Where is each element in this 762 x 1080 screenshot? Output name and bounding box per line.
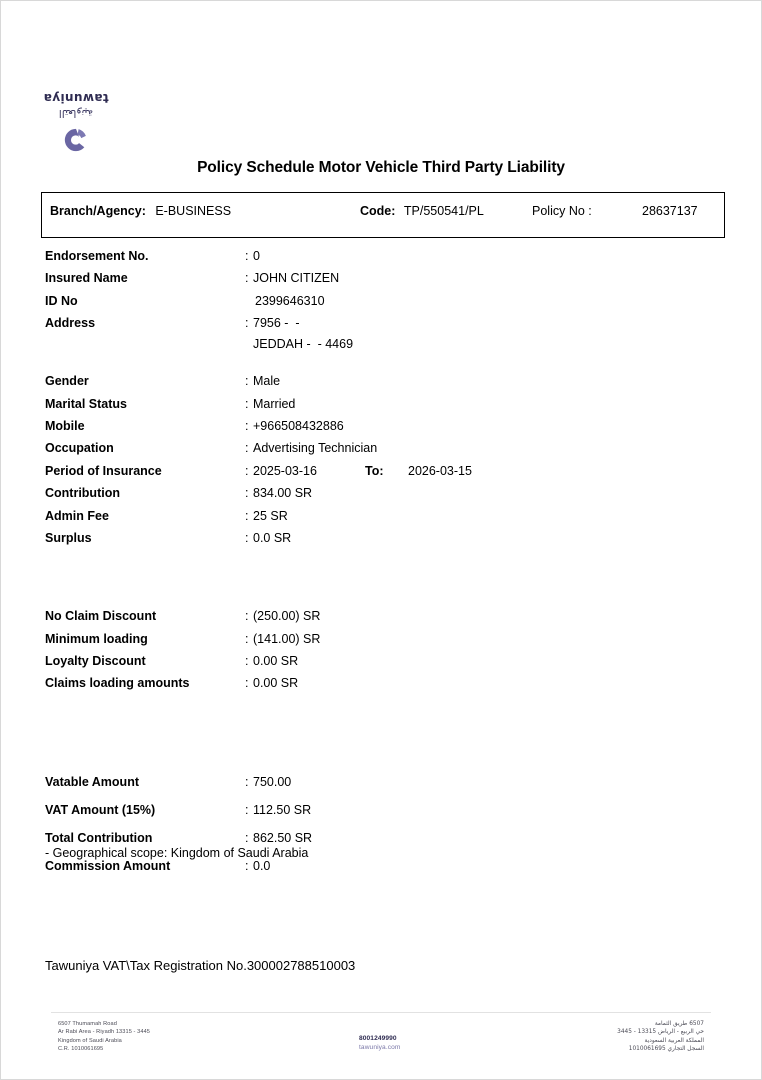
contribution-value: 834.00 SR (253, 486, 313, 501)
code-value: TP/550541/PL (403, 204, 484, 218)
claims-loading-amounts-value: 0.00 SR (253, 676, 299, 691)
footer-address-en-line: Kingdom of Saudi Arabia (58, 1037, 122, 1044)
field-row-vatable-amount (45, 775, 705, 803)
footer-address-ar (617, 1020, 704, 1054)
policy-no-label: Policy No : (532, 204, 592, 218)
code-field (360, 204, 484, 218)
surplus-colon: : (245, 530, 249, 545)
vatable-amount-label: Vatable Amount (45, 774, 139, 789)
field-row-endorsement-no (45, 249, 705, 271)
footer-address-ar-line: المملكة العربية السعودية (644, 1037, 704, 1044)
field-row-commission-amount (45, 859, 705, 887)
field-row-claims-loading-amounts (45, 676, 705, 698)
field-row-address (45, 316, 705, 352)
section-gap (45, 553, 705, 609)
address-label: Address (45, 316, 96, 331)
endorsement-no-colon: : (245, 249, 249, 263)
period-start-value: 2025-03-16 (253, 463, 317, 478)
field-row-contribution (45, 486, 705, 508)
marital-status-label: Marital Status (45, 396, 127, 411)
mobile-label: Mobile (45, 418, 85, 433)
footer-divider (51, 1012, 711, 1013)
admin-fee-value: 25 SR (253, 508, 288, 523)
endorsement-no-value: 0 (253, 249, 260, 263)
marital-status-value: Married (253, 396, 296, 411)
tawuniya-logo (43, 35, 119, 145)
total-contribution-colon: : (245, 830, 249, 845)
mobile-colon: : (245, 418, 249, 433)
period-of-insurance-label: Period of Insurance (45, 463, 162, 478)
period-to-label: To: (365, 463, 384, 478)
endorsement-no-label: Endorsement No. (45, 249, 149, 263)
surplus-label: Surplus (45, 530, 92, 545)
minimum-loading-value: (141.00) SR (253, 631, 321, 646)
vat-amount-colon: : (245, 802, 249, 817)
occupation-colon: : (245, 441, 249, 456)
minimum-loading-colon: : (245, 631, 249, 646)
logo-arabic-text: التعاونية (58, 107, 94, 119)
footer-address-ar-line: السجل التجاري 1010061695 (628, 1046, 704, 1053)
period-end-value: 2026-03-15 (408, 463, 472, 478)
field-row-admin-fee (45, 509, 705, 531)
field-row-period-of-insurance (45, 464, 705, 486)
claims-loading-amounts-label: Claims loading amounts (45, 676, 190, 691)
no-claim-discount-label: No Claim Discount (45, 609, 157, 624)
code-label: Code: (360, 204, 396, 218)
admin-fee-colon: : (245, 508, 249, 523)
commission-amount-value: 0.0 (253, 858, 271, 873)
insured-name-colon: : (245, 271, 249, 286)
total-contribution-value: 862.50 SR (253, 830, 313, 845)
page-title: Policy Schedule Motor Vehicle Third Party Liability (197, 159, 565, 176)
gender-value: Male (253, 374, 281, 389)
loyalty-discount-value: 0.00 SR (253, 654, 299, 669)
vat-amount-value: 112.50 SR (253, 802, 312, 817)
branch-agency-label: Branch/Agency: (50, 204, 146, 218)
mobile-value: +966508432886 (253, 418, 344, 433)
field-row-insured-name (45, 271, 705, 293)
occupation-label: Occupation (45, 441, 114, 456)
footer-address-en-line: C.R. 1010061695 (58, 1046, 104, 1053)
vatable-amount-value: 750.00 (253, 774, 292, 789)
footer-address-ar-line: حي الربيع - الرياض 13315 - 3445 (617, 1029, 704, 1036)
branch-agency-field (50, 204, 231, 218)
field-row-no-claim-discount (45, 609, 705, 631)
logo-wordmark (43, 35, 109, 119)
address-value-line1: 7956 - - (253, 316, 300, 331)
footer-address-en (58, 1020, 150, 1054)
admin-fee-label: Admin Fee (45, 508, 109, 523)
id-no-label: ID No (45, 293, 78, 308)
footer-contact (359, 1034, 401, 1052)
field-row-gender (45, 374, 705, 396)
minimum-loading-label: Minimum loading (45, 631, 148, 646)
section-gap (45, 755, 705, 775)
field-row-minimum-loading (45, 632, 705, 654)
page-footer (1, 1020, 761, 1074)
vat-amount-label: VAT Amount (15%) (45, 802, 156, 817)
footer-website[interactable]: tawuniya.com (359, 1044, 401, 1051)
loyalty-discount-colon: : (245, 654, 249, 669)
field-row-marital-status (45, 397, 705, 419)
gender-colon: : (245, 374, 249, 389)
no-claim-discount-value: (250.00) SR (253, 609, 321, 624)
gender-label: Gender (45, 374, 89, 389)
commission-amount-colon: : (245, 858, 249, 873)
footer-address-en-line: 6507 Thumamah Road (58, 1021, 117, 1027)
field-row-loyalty-discount (45, 654, 705, 676)
field-row-mobile (45, 419, 705, 441)
section-gap (45, 699, 705, 755)
vatable-amount-colon: : (245, 774, 249, 789)
insured-name-label: Insured Name (45, 271, 128, 286)
vat-registration-note: Tawuniya VAT\Tax Registration No.300002788510003 (45, 958, 356, 973)
occupation-value: Advertising Technician (253, 441, 378, 456)
commission-amount-label: Commission Amount (45, 858, 171, 873)
address-value-line2: JEDDAH - - 4469 (253, 337, 354, 352)
branch-agency-value: E-BUSINESS (155, 204, 232, 218)
address-colon: : (245, 316, 249, 331)
surplus-value: 0.0 SR (253, 530, 292, 545)
field-row-surplus (45, 531, 705, 553)
policy-no-value: 28637137 (642, 204, 698, 218)
section-gap (45, 344, 705, 374)
circular-swirl-icon (63, 127, 89, 153)
policy-details-list (45, 249, 705, 887)
no-claim-discount-colon: : (245, 609, 249, 624)
claims-loading-amounts-colon: : (245, 676, 249, 691)
geographical-scope-note: - Geographical scope: Kingdom of Saudi Arabia (45, 846, 309, 860)
footer-address-ar-line: 6507 طريق الثمامة (654, 1021, 704, 1027)
field-row-id-no (45, 294, 705, 316)
contribution-colon: : (245, 486, 249, 501)
id-no-value: 2399646310 (255, 293, 325, 308)
marital-status-colon: : (245, 396, 249, 411)
footer-address-en-line: Ar Rabi Area - Riyadh 13315 - 3445 (58, 1029, 151, 1036)
total-contribution-label: Total Contribution (45, 830, 153, 845)
field-row-vat-amount (45, 803, 705, 831)
logo-latin-text: tawuniya (43, 91, 109, 105)
insured-name-value: JOHN CITIZEN (253, 271, 340, 286)
loyalty-discount-label: Loyalty Discount (45, 654, 146, 669)
field-row-occupation (45, 441, 705, 463)
footer-phone: 8001249990 (359, 1035, 397, 1042)
policy-header-box (41, 192, 725, 238)
contribution-label: Contribution (45, 486, 120, 501)
period-of-insurance-colon: : (245, 463, 249, 478)
